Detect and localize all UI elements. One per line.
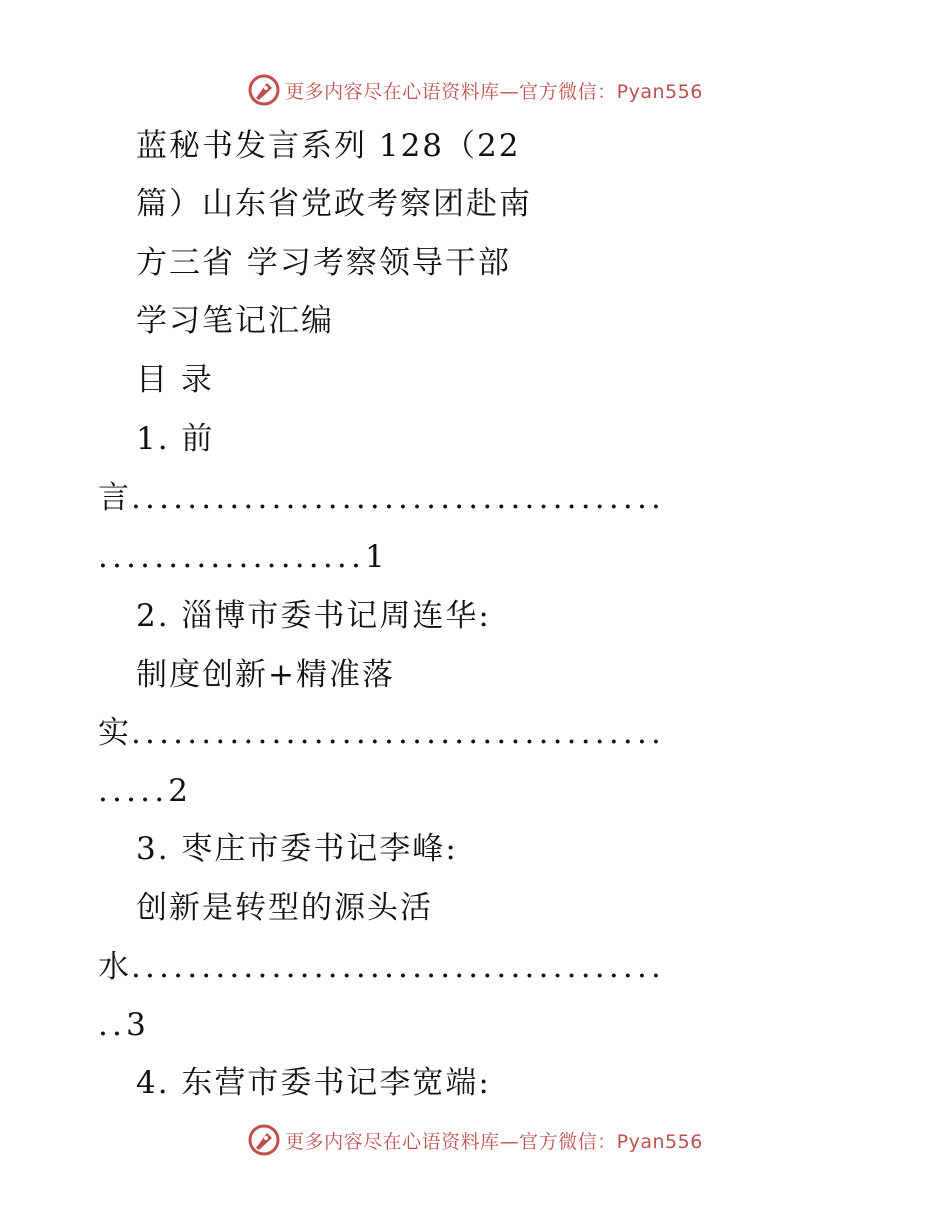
toc-leader: ...................................... (131, 715, 666, 751)
title-line-4: 学习笔记汇编 (136, 303, 334, 339)
toc-entry-1-page: ...................1 (98, 539, 389, 575)
title-line-1: 蓝秘书发言系列 128（22 (136, 128, 521, 164)
header-watermark (0, 70, 950, 110)
toc-leader: ...................................... (131, 480, 666, 516)
footer-watermark (0, 1120, 950, 1160)
toc-heading: 目 录 (136, 362, 214, 398)
watermark-text: 更多内容尽在心语资料库—官方微信： (285, 1130, 617, 1153)
toc-entry-3-continuation: 水...................................... (98, 949, 666, 985)
toc-entry-2-title: 2. 淄博市委书记周连华: (136, 598, 491, 634)
toc-entry-3-subtitle: 创新是转型的源头活 (136, 890, 433, 926)
pen-nib-circle-icon (247, 1123, 281, 1157)
watermark-wechat-id: Pyan556 (616, 1130, 703, 1153)
toc-entry-3-title: 3. 枣庄市委书记李峰: (136, 831, 458, 867)
toc-entry-2-page: .....2 (98, 773, 193, 809)
toc-entry-3-page: ..3 (98, 1007, 151, 1043)
toc-entry-4-title: 4. 东营市委书记李宽端: (136, 1065, 491, 1101)
toc-entry-2-continuation: 实...................................... (98, 715, 666, 751)
watermark-text: 更多内容尽在心语资料库—官方微信： (285, 80, 617, 103)
title-line-3: 方三省 学习考察领导干部 (136, 245, 511, 281)
watermark-wechat-id: Pyan556 (616, 80, 703, 103)
title-line-2: 篇）山东省党政考察团赴南 (136, 186, 532, 222)
pen-nib-circle-icon (247, 73, 281, 107)
toc-entry-1-continuation: 言...................................... (98, 480, 666, 516)
toc-entry-1-title: 1. 前 (136, 421, 215, 457)
toc-entry-2-subtitle: 制度创新+精准落 (136, 657, 395, 693)
toc-leader: ...................................... (131, 949, 666, 985)
